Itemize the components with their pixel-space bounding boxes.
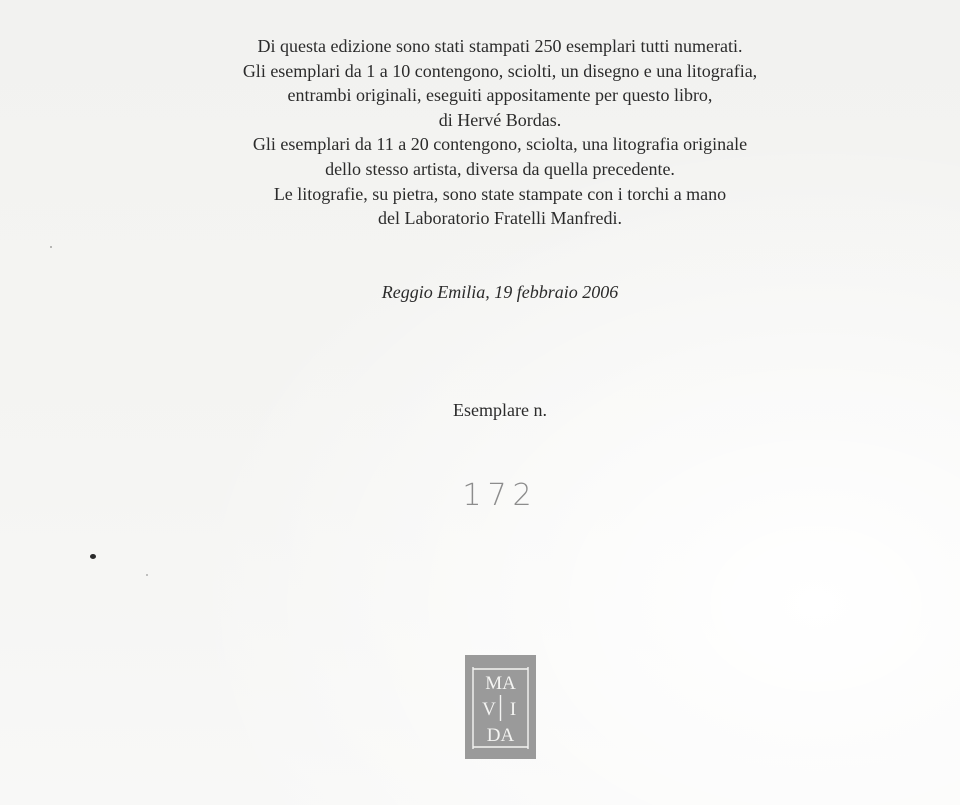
logo-row-2b: I [509,699,517,720]
logo-row-2a: V [482,699,496,720]
logo-row-3: DA [486,725,515,746]
colophon-line: Le litografie, su pietra, sono state stampate con i torchi a mano [273,183,727,204]
place-date: Reggio Emilia, 19 febbraio 2006 [381,282,619,302]
ink-speck [146,574,148,576]
colophon-line: dello stesso artista, diversa da quella precedente. [325,158,675,179]
colophon-line: Di questa edizione sono stati stampati 250 esemplari tutti numerati. [257,36,743,56]
publisher-logo [465,655,536,759]
copy-number: 172 [462,478,538,513]
colophon-line: del Laboratorio Fratelli Manfredi. [378,208,622,229]
ink-speck [50,246,52,248]
colophon-line: di Hervé Bordas. [438,109,562,130]
colophon-line: Gli esemplari da 11 a 20 contengono, sciolta, una litografia originale [252,134,748,155]
colophon-line: entrambi originali, eseguiti appositamente per questo libro, [287,85,713,106]
copy-number-label: Esemplare n. [453,400,547,420]
colophon-text [0,34,960,231]
logo-row-1: MA [485,673,516,694]
colophon-line: Gli esemplari da 1 a 10 contengono, sciolti, un disegno e una litografia, [242,60,758,81]
mavida-logo-mark [465,655,536,759]
ink-speck [90,554,96,559]
